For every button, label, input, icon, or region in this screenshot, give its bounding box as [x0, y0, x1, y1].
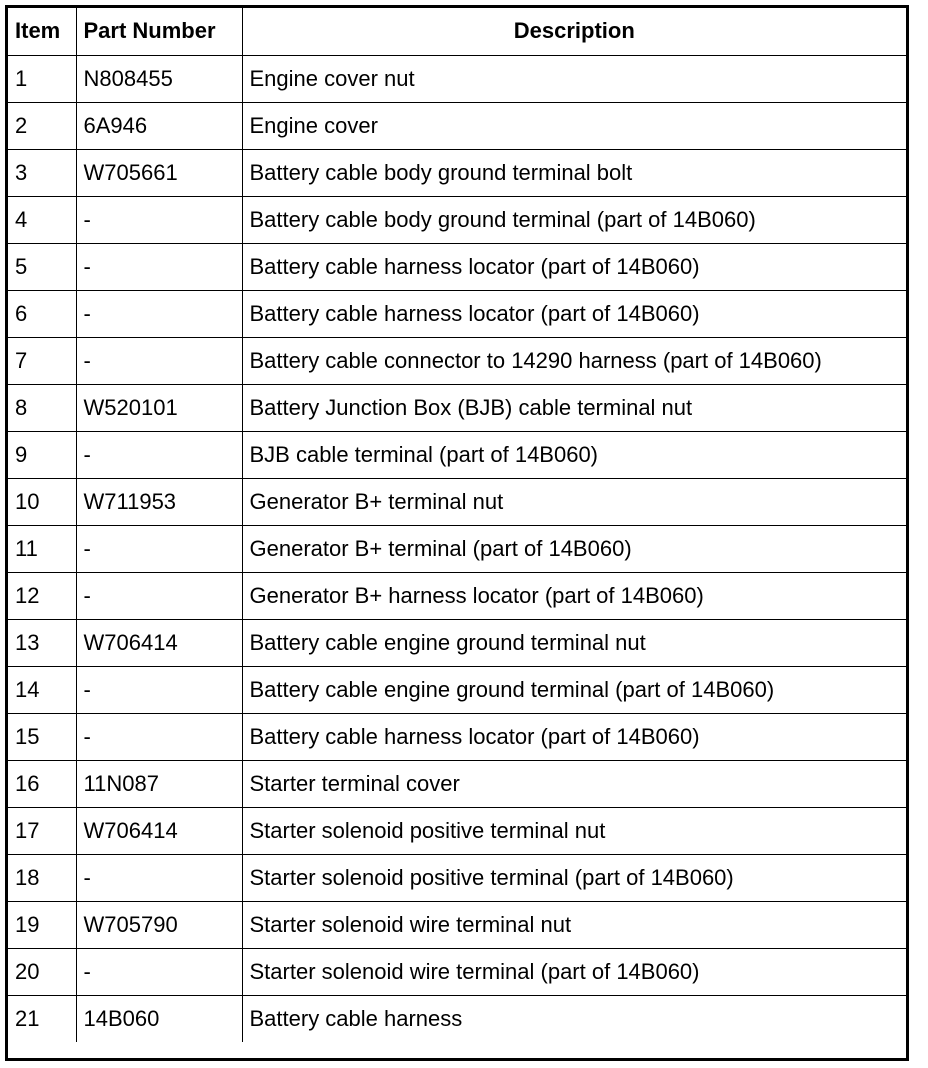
cell-item: 11 [8, 525, 76, 572]
cell-item: 9 [8, 431, 76, 478]
cell-item: 7 [8, 337, 76, 384]
cell-part-number: - [76, 525, 242, 572]
cell-part-number: - [76, 431, 242, 478]
cell-part-number: 14B060 [76, 995, 242, 1042]
parts-table [8, 8, 906, 1042]
table-row [8, 337, 906, 384]
table-row [8, 478, 906, 525]
cell-description: Starter terminal cover [242, 760, 906, 807]
cell-description: Starter solenoid positive terminal (part of 14B060) [242, 854, 906, 901]
cell-item: 12 [8, 572, 76, 619]
table-body [8, 55, 906, 1042]
cell-part-number: - [76, 854, 242, 901]
cell-part-number: N808455 [76, 55, 242, 102]
cell-item: 5 [8, 243, 76, 290]
cell-part-number: 6A946 [76, 102, 242, 149]
cell-item: 4 [8, 196, 76, 243]
cell-description: Battery Junction Box (BJB) cable terminal nut [242, 384, 906, 431]
cell-part-number: - [76, 666, 242, 713]
cell-description: Engine cover [242, 102, 906, 149]
column-header-description: Description [242, 8, 906, 55]
cell-description: Battery cable harness locator (part of 14B060) [242, 713, 906, 760]
cell-description: BJB cable terminal (part of 14B060) [242, 431, 906, 478]
cell-description: Battery cable harness locator (part of 14B060) [242, 290, 906, 337]
cell-item: 15 [8, 713, 76, 760]
cell-part-number: - [76, 572, 242, 619]
cell-description: Starter solenoid positive terminal nut [242, 807, 906, 854]
table-row [8, 760, 906, 807]
cell-item: 16 [8, 760, 76, 807]
cell-part-number: 11N087 [76, 760, 242, 807]
cell-item: 6 [8, 290, 76, 337]
cell-description: Generator B+ terminal (part of 14B060) [242, 525, 906, 572]
table-row [8, 948, 906, 995]
cell-description: Engine cover nut [242, 55, 906, 102]
cell-item: 10 [8, 478, 76, 525]
cell-item: 20 [8, 948, 76, 995]
cell-part-number: - [76, 713, 242, 760]
cell-description: Generator B+ harness locator (part of 14B060) [242, 572, 906, 619]
cell-part-number: - [76, 196, 242, 243]
cell-part-number: W706414 [76, 807, 242, 854]
cell-item: 18 [8, 854, 76, 901]
cell-description: Starter solenoid wire terminal nut [242, 901, 906, 948]
table-row [8, 431, 906, 478]
table-header-row [8, 8, 906, 55]
table-row [8, 149, 906, 196]
column-header-item: Item [8, 8, 76, 55]
cell-item: 2 [8, 102, 76, 149]
column-header-part-number: Part Number [76, 8, 242, 55]
table-row [8, 713, 906, 760]
table-row [8, 290, 906, 337]
cell-item: 14 [8, 666, 76, 713]
cell-description: Battery cable body ground terminal (part of 14B060) [242, 196, 906, 243]
cell-item: 17 [8, 807, 76, 854]
cell-part-number: W705790 [76, 901, 242, 948]
table-row [8, 666, 906, 713]
table-row [8, 102, 906, 149]
table-row [8, 55, 906, 102]
cell-part-number: - [76, 243, 242, 290]
table-row [8, 384, 906, 431]
cell-item: 1 [8, 55, 76, 102]
table-row [8, 854, 906, 901]
cell-part-number: W520101 [76, 384, 242, 431]
table-row [8, 619, 906, 666]
cell-description: Battery cable engine ground terminal (part of 14B060) [242, 666, 906, 713]
cell-description: Battery cable connector to 14290 harness (part of 14B060) [242, 337, 906, 384]
parts-table-frame [5, 5, 909, 1061]
cell-part-number: W711953 [76, 478, 242, 525]
cell-description: Battery cable body ground terminal bolt [242, 149, 906, 196]
cell-item: 21 [8, 995, 76, 1042]
table-row [8, 995, 906, 1042]
cell-part-number: W705661 [76, 149, 242, 196]
table-row [8, 525, 906, 572]
table-row [8, 243, 906, 290]
table-row [8, 196, 906, 243]
cell-item: 8 [8, 384, 76, 431]
cell-description: Battery cable harness [242, 995, 906, 1042]
cell-part-number: - [76, 290, 242, 337]
cell-description: Battery cable engine ground terminal nut [242, 619, 906, 666]
table-row [8, 807, 906, 854]
table-row [8, 901, 906, 948]
table-row [8, 572, 906, 619]
cell-item: 19 [8, 901, 76, 948]
cell-part-number: W706414 [76, 619, 242, 666]
cell-description: Starter solenoid wire terminal (part of 14B060) [242, 948, 906, 995]
cell-part-number: - [76, 948, 242, 995]
cell-description: Battery cable harness locator (part of 14B060) [242, 243, 906, 290]
cell-item: 3 [8, 149, 76, 196]
cell-item: 13 [8, 619, 76, 666]
cell-description: Generator B+ terminal nut [242, 478, 906, 525]
cell-part-number: - [76, 337, 242, 384]
